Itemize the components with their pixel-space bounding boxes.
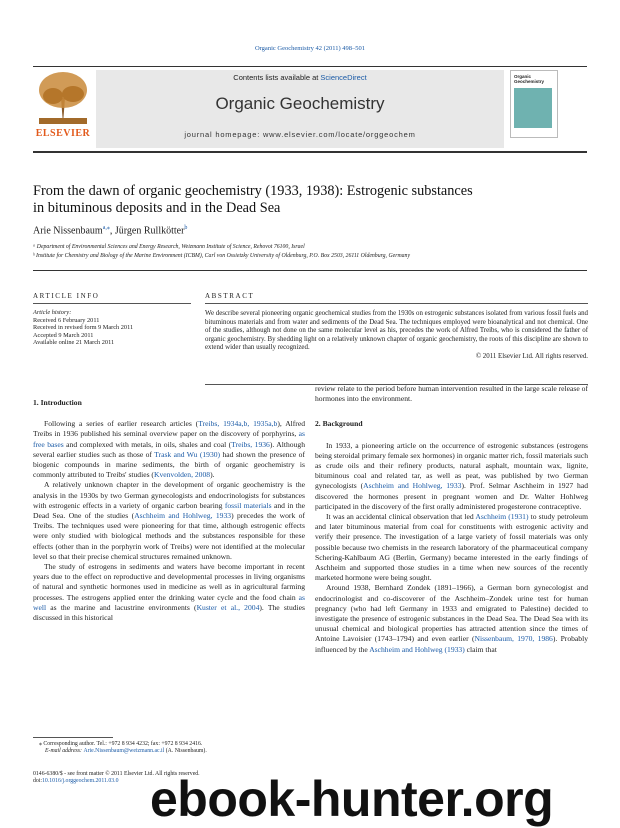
email-link[interactable]: Arie.Nissenbaum@weizmann.ac.il bbox=[83, 748, 165, 755]
paragraph: A relatively unknown chapter in the development of organic geochemistry is the analysis in the 1930s by two German gynecologists and endocrinologists for substances with estrogenic effects in a variety of organic carbon bearing fossil materials and in the Dead Sea. One of the studies (Aschheim and Hohlweg, 1933) precedes the work of Treibs. The techniques used were pioneering for that time, although estrogenic effects were only studied with biological methods and the substances responsible for these effects (other than in the porphyrin work of Treibs) were not identified at the molecular level so that their precise chemical structures remained unknown. bbox=[33, 480, 305, 561]
paragraph: Following a series of earlier research articles (Treibs, 1934a,b, 1935a,b), Alfred Treibs in 1936 published his seminal overview paper on the discovery of porphyrins, as free bases and complexed with metals, in oils, shales and coal (Treibs, 1936). Although several earlier studies such as those of Trask and Wu (1930) had shown the presence of biogenic compounds in marine sediments, the birth of organic geochemistry is commonly attributed to Treibs' studies (Kvenvolden, 2008). bbox=[33, 419, 306, 480]
citation-link[interactable]: Aschheim and Hohlweg, 1933 bbox=[134, 511, 232, 521]
top-rule bbox=[33, 66, 587, 67]
citation-link[interactable]: Aschheim (1931) bbox=[475, 512, 529, 522]
corresponding-author-footnote: ⁎ Corresponding author. Tel.: +972 8 934 4232; fax: +972 8 934 2416. E-mail address: Arie.Nissenbaum@weizmann.ac.il (A. Nissenbaum). bbox=[39, 741, 207, 755]
author-name: Jürgen Rullkötter bbox=[114, 225, 185, 237]
abstract-text: We describe several pioneering organic geochemical studies from the 1930s on estrogenic substances isolated from various fossil fuels and bituminous materials and from water and sediments of the Dead Sea. The techniques employed were bioanalytical and not chemical. One of the studies, although not done on the same molecular level as his, precedes the work of Alfred Treibs, who is considered the father of organic geochemistry. By shedding light on a relatively unknown chapter of organic geochemistry, the roots of this discipline are shown to extend wider than usually recognized. © 2011 Elsevier Ltd. All rights reserved. bbox=[205, 310, 588, 360]
header-rule bbox=[33, 151, 587, 153]
affiliation-a: ᵃ Department of Environmental Sciences and Energy Research, Weizmann Institute of Science, Rehovot 76100, Israel bbox=[33, 244, 305, 250]
introduction-section bbox=[33, 398, 305, 623]
author-name: Arie Nissenbaum bbox=[33, 225, 103, 237]
paragraph-continued: review relate to the period before human intervention resulted in the large scale release of hormones into the environment. bbox=[315, 384, 588, 404]
citation-link[interactable]: Aschheim and Hohlweg (1933) bbox=[369, 644, 465, 654]
citation-link[interactable]: Nissenbaum, 1970, 1986 bbox=[474, 634, 553, 644]
citation-link[interactable]: Aschheim and Hohlweg, 1933 bbox=[363, 481, 462, 491]
citation-link[interactable]: Trask and Wu (1930) bbox=[154, 449, 221, 459]
citation-link[interactable]: Kvenvolden, 2008 bbox=[153, 470, 211, 480]
article-title: From the dawn of organic geochemistry (1933, 1938): Estrogenic substances in bituminous deposits and in the Dead Sea bbox=[33, 183, 473, 216]
watermark-text: ebook-hunter.org bbox=[150, 771, 554, 827]
article-history: Article history: Received 6 February 2011 Received in revised form 9 March 2011 Accepted 9 March 2011 Available online 21 March 2011 bbox=[33, 309, 134, 347]
author-affil-marks[interactable]: b bbox=[184, 225, 188, 231]
abstract-heading: ABSTRACT bbox=[205, 292, 255, 300]
contents-line: Contents lists available at ScienceDirect bbox=[233, 73, 367, 82]
journal-citation[interactable]: Organic Geochemistry 42 (2011) 498–501 bbox=[254, 45, 366, 52]
section-heading: 2. Background bbox=[315, 419, 363, 429]
background-section bbox=[315, 384, 588, 655]
paragraph: In 1933, a pioneering article on the occurrence of estrogenic substances (estrogens being steroidal primary female sex hormones) in organic matter rich, fossil materials such as crude oils and their refinery products, natural asphalt, mountain wax, lignite, bituminous coal and related tar, as well as peat, was published by two German gynecologists (Aschheim and Hohlweg, 1933). Prof. Selmar Aschheim in 1927 had discovered the hormones present in pregnant women and Dr. Walter Hohlweg participated in the discovery of the first orally administered progesterone contraceptive. bbox=[315, 440, 588, 511]
footnote-rule bbox=[33, 737, 113, 738]
cover-title: Organic Geochemistry bbox=[514, 74, 545, 84]
author-list: Arie Nissenbaum$^{a,⁎}$, Jürgen Rullkötter$^b$ bbox=[33, 225, 188, 237]
paragraph: It was an accidental clinical observation that led Aschheim (1931) to study petroleum and later bituminous material from coal for constituents with estrogenic activity and verify their presence. The investigation of a large variety of fossil materials was only possible because two chemists in the research laboratory of the pharmaceutical company Schering-Kahlbaum AG (Berlin, Germany) became interested in the early findings of Aschheim and supported those studies in a time when new sources of the recently marketed hormone were being sought. bbox=[315, 512, 588, 583]
sciencedirect-link[interactable]: ScienceDirect bbox=[320, 73, 367, 82]
author-affil-marks[interactable]: a,⁎ bbox=[102, 225, 110, 231]
publication-info: 0146-6380/$ - see front matter © 2011 Elsevier Ltd. All rights reserved. doi:10.1016/j.orggeochem.2011.03.0 bbox=[33, 771, 200, 785]
section-heading: 1. Introduction bbox=[33, 398, 82, 407]
cover-image-band bbox=[514, 88, 552, 128]
citation-link[interactable]: Treibs, 1936 bbox=[231, 439, 270, 449]
article-info-heading: ARTICLE INFO bbox=[33, 292, 100, 300]
affil-rule bbox=[33, 270, 587, 271]
journal-name: Organic Geochemistry bbox=[215, 94, 385, 113]
journal-homepage[interactable]: journal homepage: www.elsevier.com/locate/orggeochem bbox=[184, 130, 416, 139]
info-rule bbox=[33, 303, 191, 304]
paragraph: Around 1938, Bernhard Zondek (1891–1966), a German born gynecologist and endocrinologist and co-discoverer of the Aschheim–Zondek urine test for human pregnancy (who had left Germany in 1933 and emigrated to Palestine) decided to investigate the presence of estrogenic substances in the Dead Sea. The Dead Sea with its unusual chemical and biological properties has attracted attention since the times of Antoine Lavoisier (1743–1794) and even earlier (Nissenbaum, 1970, 1986). Probably influenced by the Aschheim and Hohlweg (1933) claim that bbox=[315, 583, 589, 654]
glossary-link[interactable]: as well bbox=[33, 592, 305, 612]
copyright-line: © 2011 Elsevier Ltd. All rights reserved. bbox=[475, 352, 588, 360]
citation-link[interactable]: Kuster et al., 2004 bbox=[196, 602, 260, 612]
affiliation-b: ᵇ Institute for Chemistry and Biology of the Marine Environment (ICBM), Carl von Ossietzky University of Oldenburg, P.O. Box 2503, 26111 Oldenburg, Germany bbox=[33, 253, 411, 259]
glossary-link[interactable]: as free bases bbox=[33, 429, 305, 449]
paragraph: The study of estrogens in sediments and waters have become important in recent years due to the effect on reproductive and developmental processes in living organisms of natural and synthetic hormones used in medicine as well as in agricultural farming processes. The estrogens applied enter the drinking water cycle and the food chain as well as the marine and lacustrine environments (Kuster et al., 2004). The studies discussed in this historical bbox=[33, 562, 305, 623]
glossary-link[interactable]: fossil materials bbox=[224, 500, 272, 510]
elsevier-wordmark: ELSEVIER bbox=[35, 128, 91, 139]
abstract-rule bbox=[205, 303, 588, 304]
citation-link[interactable]: Treibs, 1934a,b, 1935a,b bbox=[198, 419, 278, 429]
doi-link[interactable]: 10.1016/j.orggeochem.2011.03.0 bbox=[42, 778, 119, 785]
